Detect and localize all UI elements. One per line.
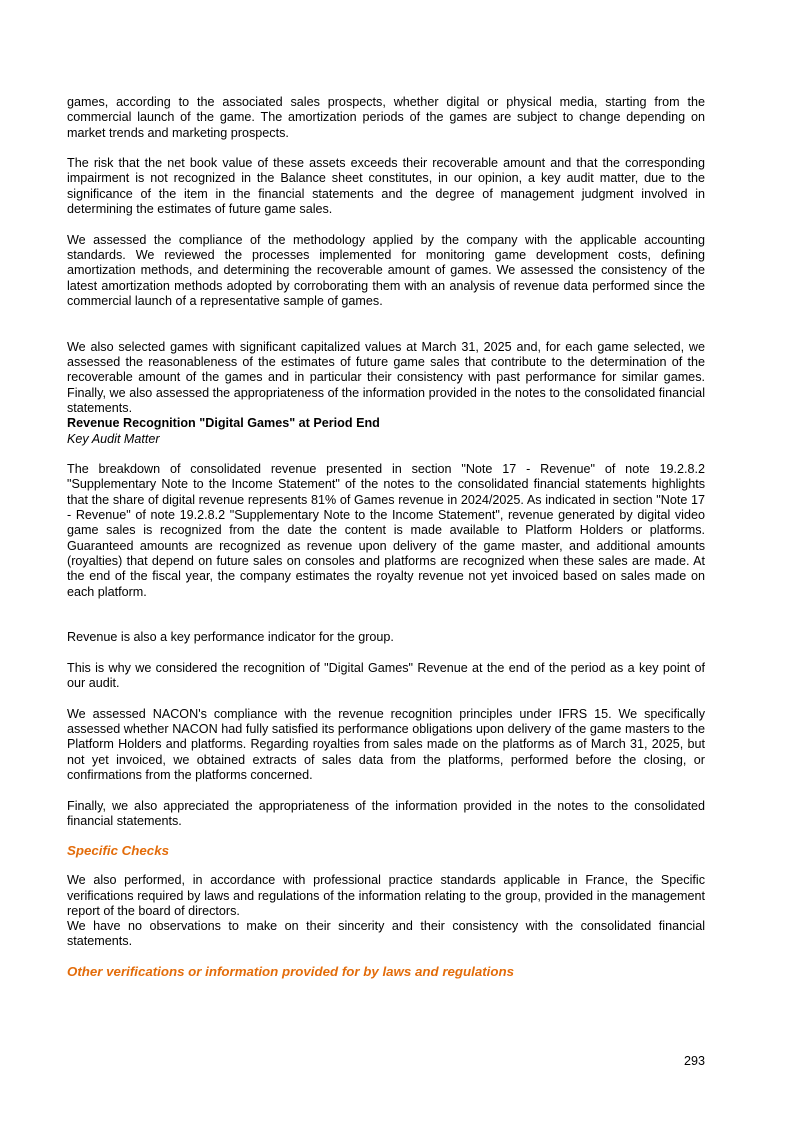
paragraph-methodology-assessment: We assessed the compliance of the methodology applied by the company with the applicable accounting standards. We reviewed the processes implemented for monitoring game development costs, defining amortization methods, and determining the recoverable amount of games. We assessed the consistency of the latest amortization methods adopted by corroborating them with an analysis of revenue data performed since the commercial launch of a representative sample of games.	[67, 232, 705, 308]
revenue-recognition-heading: Revenue Recognition "Digital Games" at Period End	[67, 416, 380, 431]
key-audit-matter-label: Key Audit Matter	[67, 431, 160, 446]
paragraph-impairment-risk: The risk that the net book value of these assets exceeds their recoverable amount and that the corresponding impairment is not recognized in the Balance sheet constitutes, in our opinion, a key audit matter, due to the significance of the item in the financial statements and the degree of management judgment involved in determining the estimates of future game sales.	[67, 156, 705, 217]
paragraph-ifrs15-assessment: We assessed NACON's compliance with the revenue recognition principles under IFRS 15. We specifically assessed whether NACON had fully satisfied its performance obligations upon delivery of the game masters to the Platform Holders and platforms. Regarding royalties from sales made on the platforms as of March 31, 2025, but not yet invoiced, we obtained extracts of sales data from the platforms, performed before the closing, or confirmations from the platforms concerned.	[67, 706, 705, 783]
specific-checks-heading: Specific Checks	[67, 843, 169, 859]
document-page	[67, 95, 705, 980]
paragraph-amortization-periods: games, according to the associated sales prospects, whether digital or physical media, starting from the commercial launch of the game. The amortization periods of the games are subject to change depending on market trends and marketing prospects.	[67, 95, 705, 140]
paragraph-kpi: Revenue is also a key performance indicator for the group.	[67, 630, 394, 645]
paragraph-notes-appropriateness: Finally, we also appreciated the appropriateness of the information provided in the notes to the consolidated financial statements.	[67, 798, 705, 828]
page-number: 293	[683, 1054, 705, 1068]
paragraph-specific-verifications: We also performed, in accordance with professional practice standards applicable in France, the Specific verifications required by laws and regulations of the information relating to the group, provided in the management report of the board of directors.	[67, 873, 705, 918]
paragraph-selected-games: We also selected games with significant capitalized values at March 31, 2025 and, for each game selected, we assessed the reasonableness of the estimates of future game sales that contribute to the determination of the recoverable amount of the games and in particular their consistency with past performance for similar games. Finally, we also assessed the appropriateness of the information provided in the notes to the consolidated financial statements.	[67, 339, 705, 415]
paragraph-no-observations: We have no observations to make on their sincerity and their consistency with the consolidated financial statements.	[67, 919, 705, 949]
other-verifications-heading: Other verifications or information provided for by laws and regulations	[67, 963, 514, 979]
paragraph-revenue-breakdown: The breakdown of consolidated revenue presented in section "Note 17 - Revenue" of note 19.2.8.2 "Supplementary Note to the Income Statement" of the notes to the consolidated financial statements highlights that the share of digital revenue represents 81% of Games revenue in 2024/2025. As indicated in section "Note 17 - Revenue" of note 19.2.8.2 "Supplementary Note to the Income Statement", revenue generated by digital video game sales is recognized from the date the content is made available to Platform Holders or platforms. Guaranteed amounts are recognized as revenue upon delivery of the game master, and additional amounts (royalties) that depend on future sales on consoles and platforms are recognized when these sales are made. At the end of the fiscal year, the company estimates the royalty revenue not yet invoiced based on sales made on each platform.	[67, 462, 705, 599]
paragraph-key-point: This is why we considered the recognition of "Digital Games" Revenue at the end of the period as a key point of our audit.	[67, 660, 705, 691]
